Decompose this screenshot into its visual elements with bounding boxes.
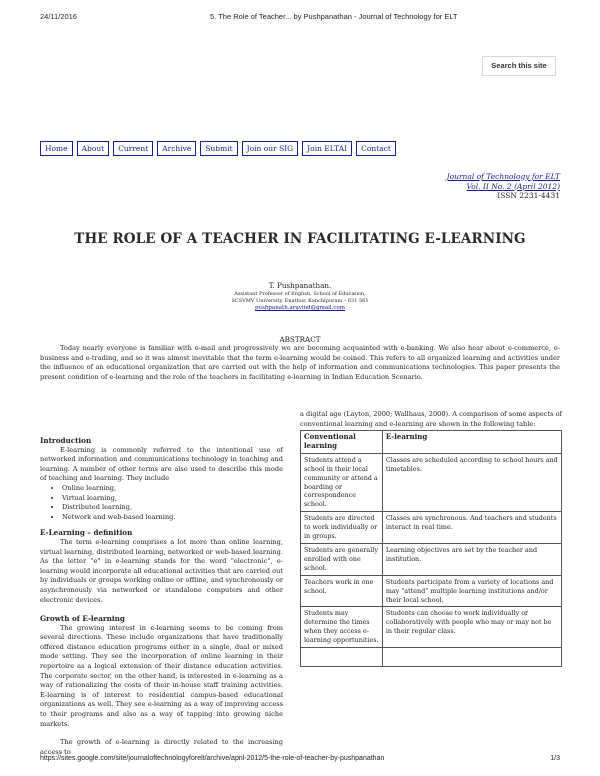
journal-issn: ISSN 2231-4431 [497, 191, 560, 200]
nav-join-sig[interactable]: Join our SIG [242, 141, 299, 156]
definition-paragraph: The term e-learning comprises a lot more than online learning, virtual learning, distributed learning, networked or web-based learning. As the letter "e" in e-learning stands for the word "electronic", e-learning would incorporate all educational activities that are carried out by individuals or groups working online or offline, and synchronously or asynchronously via networked or standalone computers and other electronic devices. [40, 537, 283, 604]
term-list [40, 484, 283, 522]
growth-paragraph-2: The growth of e-learning is directly related to the increasing access to [40, 738, 283, 756]
intro-paragraph: E-learning is commonly referred to the intentional use of networked information and communications technology in teaching and learning. A number of other terms are also used to describe this mode of teaching and learning. They include [40, 445, 283, 483]
intro-heading: Introduction [40, 436, 92, 445]
table-cell: Students may determine the times when they access e-learning opportunities. [301, 607, 383, 648]
left-column [40, 436, 283, 757]
right-column-lead: a digital age (Layton, 2000; Wallhaus, 2000). A comparison of some aspects of conventional learning and e-learning are shown in the following table: [300, 410, 562, 428]
nav-home[interactable]: Home [40, 141, 73, 156]
table-cell: Students are generally enrolled with one school. [301, 543, 383, 575]
nav-bar [40, 141, 396, 156]
print-title: 5. The Role of Teacher... by Pushpanathan - Journal of Technology for ELT [210, 12, 458, 21]
nav-archive[interactable]: Archive [157, 141, 196, 156]
search-button[interactable]: Search this site [482, 56, 556, 76]
print-url: https://sites.google.com/site/journaloftechnologyforelt/archive/april-2012/5-the-role-of-teacher-by-pushpanathan [40, 755, 385, 762]
table-header-conventional: Conventional learning [301, 431, 383, 454]
list-item: • Distributed learning, [62, 503, 283, 513]
nav-join-eltai[interactable]: Join ELTAI [302, 141, 352, 156]
article-title: THE ROLE OF A TEACHER IN FACILITATING E-LEARNING [74, 231, 526, 247]
table-header-elearning: E-learning [382, 431, 561, 454]
table-row [301, 607, 562, 648]
table-cell: Students can choose to work individually or collaboratively with people who may or may not be in their regular class. [382, 607, 561, 648]
list-item: • Virtual learning, [62, 494, 283, 504]
table-cell: Students are directed to work individually or in groups. [301, 512, 383, 544]
journal-volume-link[interactable]: Vol. II No. 2 (April 2012) [466, 181, 560, 191]
journal-name-link[interactable]: Journal of Technology for ELT [446, 172, 560, 181]
nav-submit[interactable]: Submit [200, 141, 237, 156]
growth-paragraph: The growing interest in e-learning seems to be coming from several directions. These include organizations that have traditionally offered distance education programs either in a single, dual or mixed mode setting. They see the incorporation of online learning in their repertoire as a logical extension of their distance education activities. The corporate sector, on the other hand, is interested in e-learning as a way of rationalizing the costs of their in-house staff training activities. E-learning is of interest to residential campus-based educational organizations as well. They see e-learning as a way of improving access to their programs and also as a way of tapping into growing niche markets. [40, 623, 283, 728]
table-cell: Students attend a school in their local community or attend a boarding or correspondence school. [301, 453, 383, 511]
table-cell: Teachers work in one school. [301, 575, 383, 607]
author-name: T. Pushpanathan. [268, 281, 332, 290]
abstract-heading: ABSTRACT [279, 335, 321, 344]
journal-info [447, 172, 560, 201]
table-row [301, 575, 562, 607]
definition-heading: E-Learning – definition [40, 528, 133, 538]
table-row [301, 543, 562, 575]
table-cell: Classes are synchronous. And teachers and students interact in real time. [382, 512, 561, 544]
table-row [301, 453, 562, 511]
nav-about[interactable]: About [77, 141, 110, 156]
table-cell: Classes are scheduled according to school hours and timetables. [382, 453, 561, 511]
author-affiliation-2: SCSVMV University, Enathur, Kanchipuram – 631 561 [231, 298, 369, 304]
nav-contact[interactable]: Contact [356, 141, 396, 156]
nav-current[interactable]: Current [113, 141, 153, 156]
table-cell: Learning objectives are set by the teacher and institution. [382, 543, 561, 575]
list-item: • Network and web-based learning. [62, 513, 283, 523]
table-row [301, 648, 562, 667]
author-affiliation-1: Assistant Professor of English, School of Education, [234, 291, 366, 297]
abstract-text: Today nearly everyone is familiar with e-mail and progressively we are becoming acquainted with e-banking. We also hear about e-commerce, e-business and e-trading, and so it was almost inevitable that the term e-learning would be coined. This refers to all organized learning and activities under the influence of an educational organization that are carried out with the help of information and communications technologies. This paper presents the present condition of e-learning and the role of the teachers in facilitating e-learning in Indian Education Scenario. [40, 344, 560, 381]
print-page-number: 1/3 [550, 755, 560, 762]
list-item: • Online learning, [62, 484, 283, 494]
table-header-row [301, 431, 562, 454]
table-cell [301, 648, 383, 667]
table-row [301, 512, 562, 544]
print-date: 24/11/2016 [40, 12, 77, 21]
growth-heading: Growth of E-learning [40, 614, 125, 624]
table-cell [382, 648, 561, 667]
author-email-link[interactable]: pushpanath.aravind@gmail.com [254, 305, 346, 311]
table-cell: Students participate from a variety of locations and may "attend" multiple learning institutions and/or their local school. [382, 575, 561, 607]
comparison-table [300, 430, 562, 667]
